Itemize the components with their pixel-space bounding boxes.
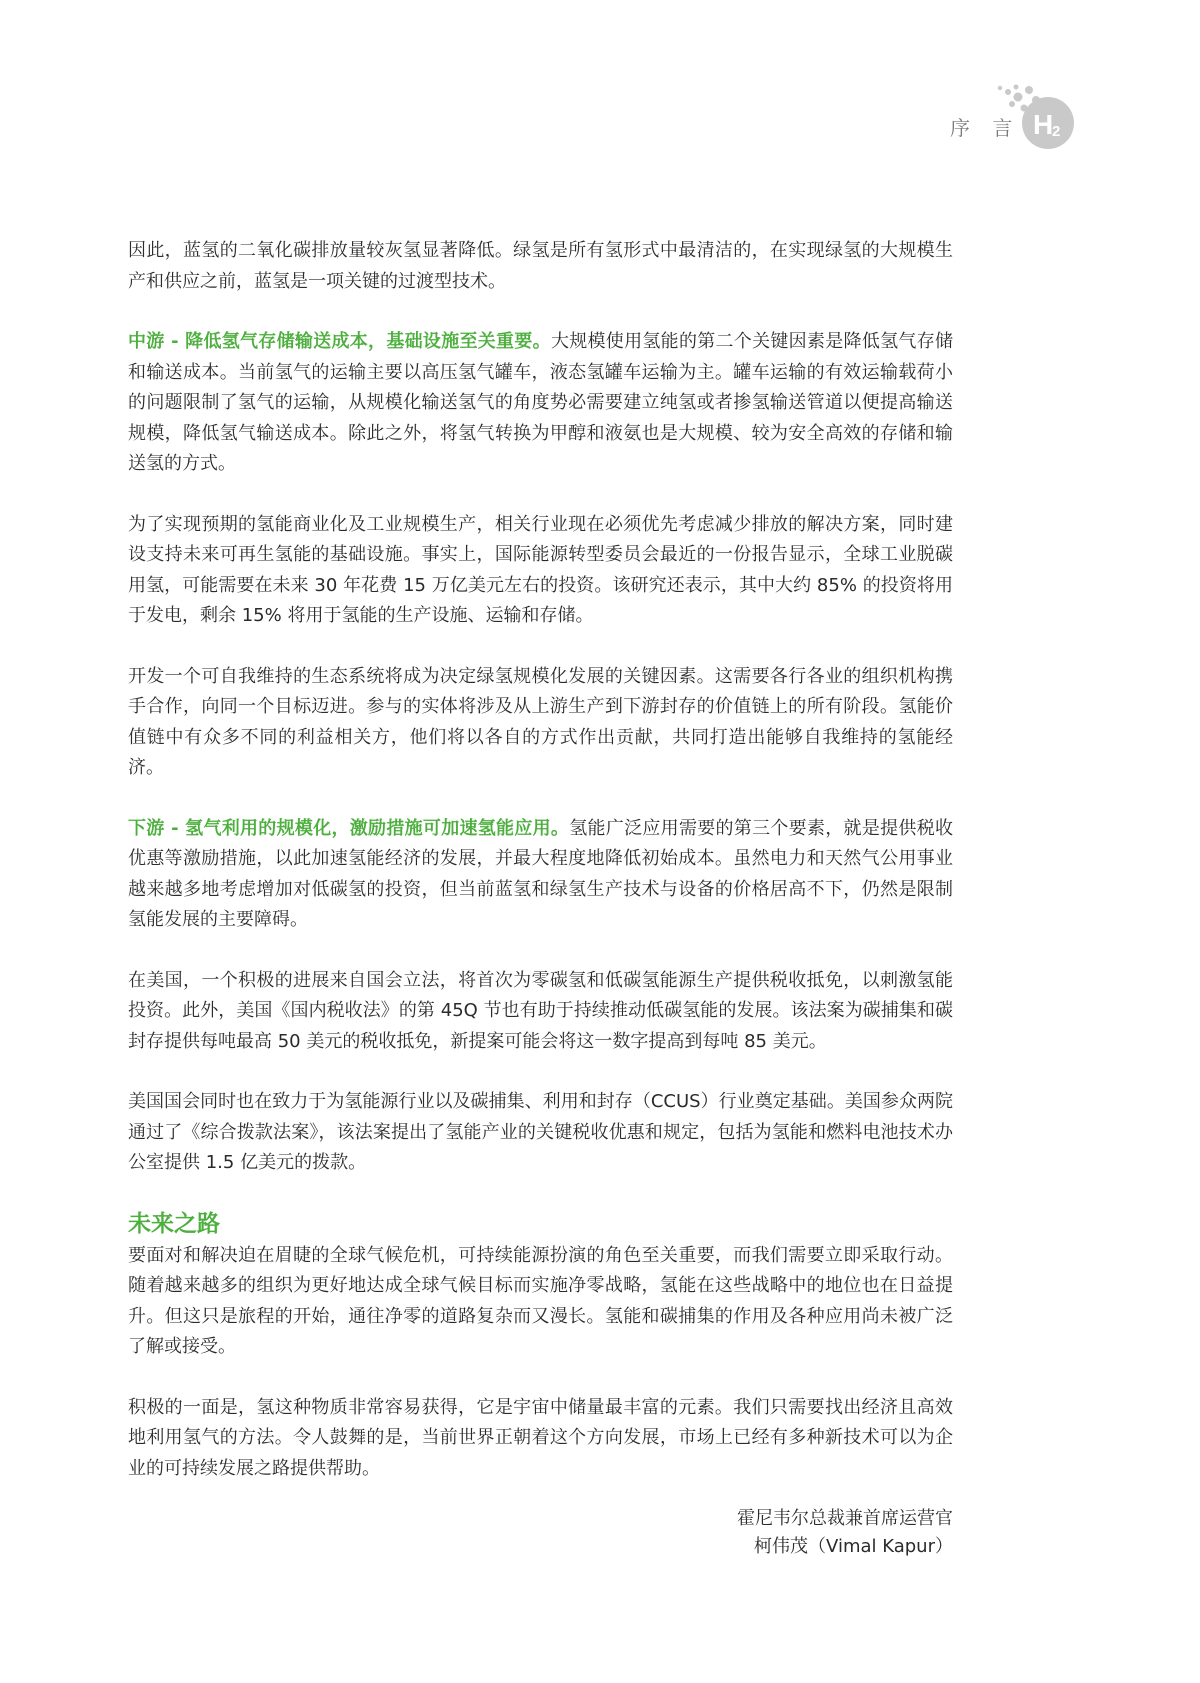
main-content bbox=[128, 236, 953, 1514]
signature-name: 柯伟茂（Vimal Kapur） bbox=[754, 1536, 953, 1557]
paragraph: 要面对和解决迫在眉睫的全球气候危机，可持续能源扮演的角色至关重要，而我们需要立即采取行动。随着越来越多的组织为更好地达成全球气候目标而实施净零战略，氢能在这些战略中的地位也在日益提升。但这只是旅程的开始，通往净零的道路复杂而又漫长。氢能和碳捕集的作用及各种应用尚未被广泛了解或接受。 bbox=[128, 1244, 953, 1357]
logo-subscript: 2 bbox=[1052, 123, 1061, 140]
paragraph bbox=[128, 814, 953, 936]
section-label: 序 言 bbox=[950, 116, 1021, 140]
logo-bubble bbox=[1014, 85, 1019, 90]
logo-text: H bbox=[1033, 109, 1054, 140]
paragraph-body: 大规模使用氢能的第二个关键因素是降低氢气存储和输送成本。当前氢气的运输主要以高压氢气罐车，液态氢罐车运输为主。罐车运输的有效运输载荷小的问题限制了氢气的运输，从规模化输送氢气的角度势必需要建立纯氢或者掺氢输送管道以便提高输送规模，降低氢气输送成本。除此之外，将氢气转换为甲醇和液氨也是大规模、较为安全高效的存储和输送氢的方式。 bbox=[128, 331, 953, 474]
paragraph bbox=[128, 327, 953, 480]
h2-logo-icon bbox=[996, 84, 1092, 164]
logo-bubble bbox=[1005, 89, 1011, 95]
paragraph: 积极的一面是，氢这种物质非常容易获得，它是宇宙中储量最丰富的元素。我们只需要找出经济且高效地利用氢气的方法。令人鼓舞的是，当前世界正朝着这个方向发展，市场上已经有多种新技术可以为企业的可持续发展之路提供帮助。 bbox=[128, 1396, 953, 1479]
logo-bubble bbox=[1014, 93, 1023, 102]
signature bbox=[737, 1505, 953, 1561]
signature-title: 霍尼韦尔总裁兼首席运营官 bbox=[737, 1508, 953, 1529]
section-title: 未来之路 bbox=[128, 1210, 220, 1237]
logo-bubble bbox=[1009, 101, 1015, 107]
logo-bubble bbox=[1025, 86, 1033, 94]
paragraph-body: 氢能广泛应用需要的第三个要素，就是提供税收优惠等激励措施，以此加速氢能经济的发展，并最大程度地降低初始成本。虽然电力和天然气公用事业越来越多地考虑增加对低碳氢的投资，但当前蓝氢和绿氢生产技术与设备的价格居高不下，仍然是限制氢能发展的主要障碍。 bbox=[128, 817, 953, 930]
paragraph: 因此，蓝氢的二氧化碳排放量较灰氢显著降低。绿氢是所有氢形式中最清洁的，在实现绿氢的大规模生产和供应之前，蓝氢是一项关键的过渡型技术。 bbox=[128, 240, 953, 292]
paragraph-heading: 下游 - 氢气利用的规模化，激励措施可加速氢能应用。 bbox=[128, 817, 570, 839]
paragraph: 在美国，一个积极的进展来自国会立法，将首次为零碳氢和低碳氢能源生产提供税收抵免，以刺激氢能投资。此外，美国《国内税收法》的第 45Q 节也有助于持续推动低碳氢能的发展。该法案为碳捕集和碳封存提供每吨最高 50 美元的税收抵免，新提案可能会将这一数字提高到每吨 85 美元。 bbox=[128, 969, 953, 1052]
logo-bubble bbox=[998, 86, 1002, 90]
paragraph: 美国国会同时也在致力于为氢能源行业以及碳捕集、利用和封存（CCUS）行业奠定基础。美国参众两院通过了《综合拨款法案》，该法案提出了氢能产业的关键税收优惠和规定，包括为氢能和燃料电池技术办公室提供 1.5 亿美元的拨款。 bbox=[128, 1091, 953, 1173]
paragraph: 为了实现预期的氢能商业化及工业规模生产，相关行业现在必须优先考虑减少排放的解决方案，同时建设支持未来可再生氢能的基础设施。事实上，国际能源转型委员会最近的一份报告显示，全球工业脱碳用氢，可能需要在未来 30 年花费 15 万亿美元左右的投资。该研究还表示，其中大约 85% 的投资将用于发电，剩余 15% 将用于氢能的生产设施、运输和存储。 bbox=[128, 513, 953, 626]
paragraph: 开发一个可自我维持的生态系统将成为决定绿氢规模化发展的关键因素。这需要各行各业的组织机构携手合作，向同一个目标迈进。参与的实体将涉及从上游生产到下游封存的价值链上的所有阶段。氢能价值链中有众多不同的利益相关方，他们将以各自的方式作出贡献，共同打造出能够自我维持的氢能经济。 bbox=[128, 665, 953, 778]
paragraph-heading: 中游 - 降低氢气存储输送成本，基础设施至关重要。 bbox=[128, 331, 551, 352]
